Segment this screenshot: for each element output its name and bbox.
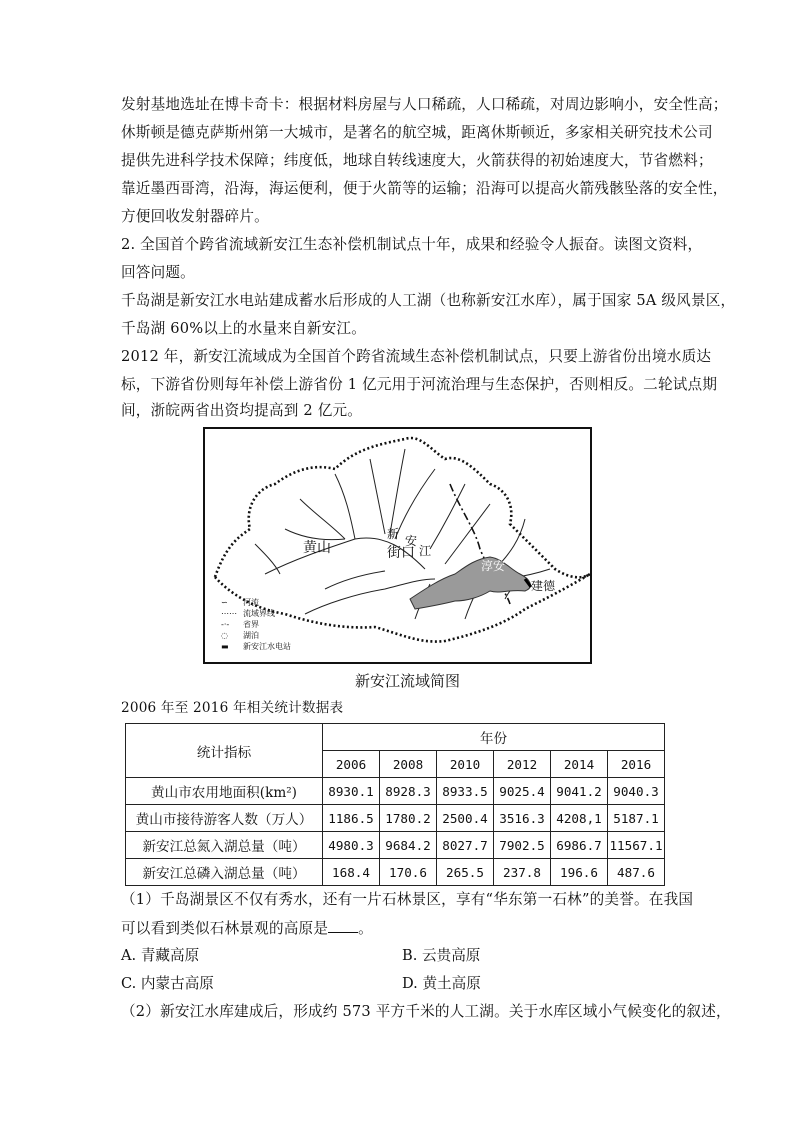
text-line: 标，下游省份则每年补偿上游省份 1 亿元用于河流治理与生态保护，否则相反。二轮试点期 — [121, 376, 718, 393]
label-huangshan: 黄山 — [303, 540, 331, 556]
value-cell: 9040.3 — [608, 778, 665, 805]
text-line: 2012 年，新安江流域成为全国首个跨省流域生态补偿机制试点，只要上游省份出境水质达 — [121, 348, 712, 365]
value-cell: 170.6 — [380, 859, 437, 886]
question-1: （1）千岛湖景区不仅有秀水，还有一片石林景区，享有“华东第一石林”的美誉。在我国 — [121, 891, 694, 908]
text-line: 休斯顿是德克萨斯州第一大城市，是著名的航空城，距离休斯顿近，多家相关研究技术公司 — [121, 124, 713, 141]
value-cell: 8933.5 — [437, 778, 494, 805]
value-cell: 5187.1 — [608, 805, 665, 832]
year-cell: 2010 — [437, 751, 494, 778]
value-cell: 487.6 — [608, 859, 665, 886]
value-cell: 9025.4 — [494, 778, 551, 805]
table-row — [126, 805, 665, 832]
question-2-title: 2. 全国首个跨省流域新安江生态补偿机制试点十年，成果和经验令人振奋。读图文资料， — [121, 236, 703, 253]
year-header: 年份 — [323, 724, 665, 751]
table-title: 2006 年至 2016 年相关统计数据表 — [121, 700, 344, 716]
year-cell: 2014 — [551, 751, 608, 778]
year-cell: 2012 — [494, 751, 551, 778]
value-cell: 9684.2 — [380, 832, 437, 859]
map-caption: 新安江流域简图 — [355, 672, 461, 690]
value-cell: 8930.1 — [323, 778, 380, 805]
text-line: 方便回收发射器碎片。 — [121, 208, 269, 225]
table-row — [126, 832, 665, 859]
label-chunan: 淳安 — [481, 559, 506, 573]
year-cell: 2016 — [608, 751, 665, 778]
text-line: 回答问题。 — [121, 264, 195, 281]
year-cell: 2008 — [380, 751, 437, 778]
value-cell: 2500.4 — [437, 805, 494, 832]
value-cell: 237.8 — [494, 859, 551, 886]
text-line: 千岛湖 60%以上的水量来自新安江。 — [121, 320, 366, 337]
value-cell: 8928.3 — [380, 778, 437, 805]
value-cell: 4980.3 — [323, 832, 380, 859]
table-row — [126, 859, 665, 886]
label-an: 安 — [405, 534, 418, 548]
question-2: （2）新安江水库建成后，形成约 573 平方千米的人工湖。关于水库区域小气候变化的叙述， — [121, 1003, 731, 1020]
map-legend: ∽ 河流 ⋯⋯ 流域界线 -·- 省界 ◌ 湖泊 ▬ 新安江水电站 — [221, 598, 291, 651]
metric-label: 新安江总磷入湖总量（吨） — [126, 859, 323, 886]
table-row — [126, 778, 665, 805]
text-line: 发射基地选址在博卡奇卡：根据材料房屋与人口稀疏，人口稀疏，对周边影响小，安全性高； — [121, 96, 728, 113]
value-cell: 9041.2 — [551, 778, 608, 805]
value-cell: 4208,1 — [551, 805, 608, 832]
option-b[interactable]: B. 云贵高原 — [402, 947, 481, 964]
metric-label: 新安江总氮入湖总量（吨） — [126, 832, 323, 859]
option-a[interactable]: A. 青藏高原 — [121, 947, 200, 964]
value-cell: 3516.3 — [494, 805, 551, 832]
value-cell: 8027.7 — [437, 832, 494, 859]
option-c[interactable]: C. 内蒙古高原 — [121, 975, 214, 992]
text-line: 靠近墨西哥湾，沿海，海运便利，便于火箭等的运输；沿海可以提高火箭残骸坠落的安全性， — [121, 180, 728, 197]
label-jiande: 建德 — [531, 579, 556, 593]
value-cell: 6986.7 — [551, 832, 608, 859]
text-line: 间，浙皖两省出资均提高到 2 亿元。 — [121, 402, 363, 419]
label-jiekou: 街口 — [387, 545, 415, 561]
value-cell: 168.4 — [323, 859, 380, 886]
text-line: 提供先进科学技术保障；纬度低，地球自转线速度大，火箭获得的初始速度大，节省燃料； — [121, 152, 713, 169]
value-cell: 265.5 — [437, 859, 494, 886]
question-1-line2: 可以看到类似石林景观的高原是 。 — [121, 920, 373, 937]
text-line: 千岛湖是新安江水电站建成蓄水后形成的人工湖（也称新安江水库），属于国家 5A 级风景区， — [121, 292, 736, 309]
metric-label: 黄山市农用地面积(km²) — [126, 778, 323, 805]
label-xin: 新 — [387, 527, 400, 541]
stats-table — [125, 723, 665, 886]
xinanjiang-map — [203, 427, 592, 664]
value-cell: 1186.5 — [323, 805, 380, 832]
year-cell: 2006 — [323, 751, 380, 778]
metric-header: 统计指标 — [126, 724, 323, 778]
value-cell: 1780.2 — [380, 805, 437, 832]
value-cell: 11567.1 — [608, 832, 665, 859]
option-d[interactable]: D. 黄土高原 — [402, 975, 481, 992]
label-jiang: 江 — [419, 544, 432, 558]
metric-label: 黄山市接待游客人数（万人） — [126, 805, 323, 832]
value-cell: 7902.5 — [494, 832, 551, 859]
value-cell: 196.6 — [551, 859, 608, 886]
answer-blank[interactable] — [328, 918, 358, 933]
